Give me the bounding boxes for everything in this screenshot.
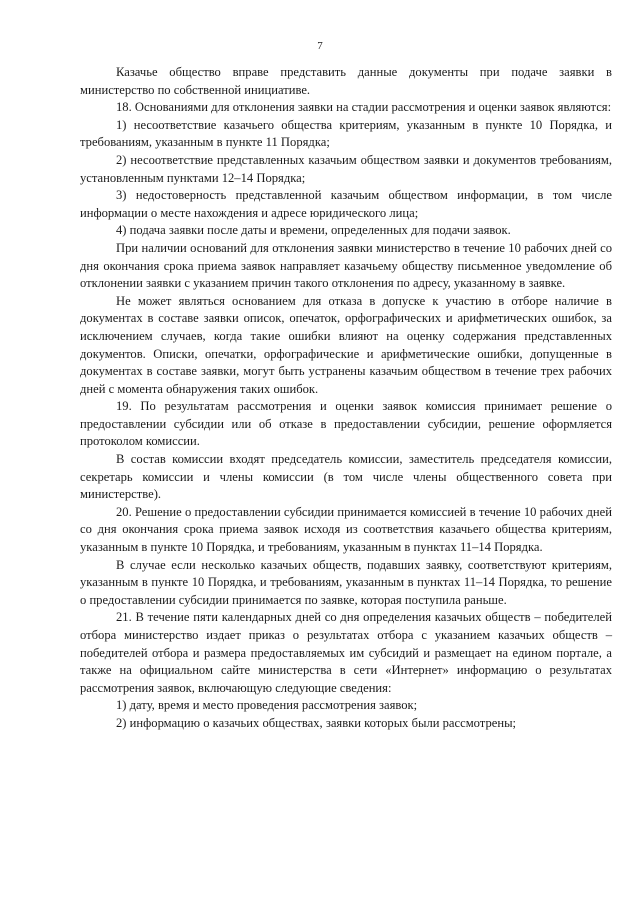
paragraph: 3) недостоверность представленной казачьим обществом информации, в том числе информации о месте нахождения и адресе юридического лица; xyxy=(80,188,612,220)
paragraph: В случае если несколько казачьих обществ, подавших заявку, соответствуют критериям, указанным в пункте 10 Порядка, и требованиям, указанным в пунктах 11–14 Порядка, то решение о предоставлении субсидии принимается по заявке, которая поступила раньше. xyxy=(80,557,612,607)
paragraph: 20. Решение о предоставлении субсидии принимается комиссией в течение 10 рабочих дней со дня окончания срока приема заявок исходя из соответствия казачьего общества критериям, указанным в пункте 10 Порядка, и требованиям, указанным в пунктах 11–14 Порядка. xyxy=(80,504,612,555)
paragraph: 21. В течение пяти календарных дней со дня определения казачьих обществ – победителей отбора министерство издает приказ о результатах отбора с указанием казачьих обществ – победителей отбора и размера предоставляемых им субсидий и размещает на едином портале, а также на официальном сайте министерства в сети «Интернет» информацию о результатах рассмотрения заявок, включающую следующие сведения: xyxy=(80,610,612,695)
page-number: 7 xyxy=(317,40,323,52)
paragraph: 19. По результатам рассмотрения и оценки заявок комиссия принимает решение о предоставлении субсидии или об отказе в предоставлении субсидии, решение оформляется протоколом комиссии. xyxy=(80,399,612,449)
paragraph: Казачье общество вправе представить данные документы при подаче заявки в министерство по собственной инициативе. xyxy=(80,65,612,97)
paragraph: В состав комиссии входят председатель комиссии, заместитель председателя комиссии, секретарь комиссии и члены комиссии (в том числе члены общественного совета при министерстве). xyxy=(80,452,612,502)
paragraph: 2) несоответствие представленных казачьим обществом заявки и документов требованиям, установленным пунктами 12–14 Порядка; xyxy=(80,152,612,185)
paragraph: При наличии оснований для отклонения заявки министерство в течение 10 рабочих дней со дня окончания срока приема заявок направляет казачьему обществу письменное уведомление об отклонении заявки с указанием причин такого отклонения по адресу, указанному в заявке. xyxy=(80,240,612,291)
paragraph: Не может являться основанием для отказа в допуске к участию в отборе наличие в документах в составе заявки описок, опечаток, орфографических и арифметических ошибок, за исключением случаев, когда такие ошибки влияют на оценку содержания представленных документов. Описки, опечатки, орфографические и арифметические ошибки, допущенные в документах в составе заявки, могут быть устранены казачьим обществом в течение трех рабочих дней с момента обнаружения таких ошибок. xyxy=(80,293,612,396)
paragraph: 1) дату, время и место проведения рассмотрения заявок; xyxy=(116,698,418,713)
paragraph: 1) несоответствие казачьего общества критериям, указанным в пункте 10 Порядка, и требованиям, указанным в пункте 11 Порядка; xyxy=(80,117,612,150)
paragraph: 2) информацию о казачьих обществах, заявки которых были рассмотрены; xyxy=(116,715,517,730)
paragraph: 4) подача заявки после даты и времени, определенных для подачи заявок. xyxy=(116,223,511,238)
document-body xyxy=(80,64,612,733)
paragraph: 18. Основаниями для отклонения заявки на стадии рассмотрения и оценки заявок являются: xyxy=(116,100,612,115)
